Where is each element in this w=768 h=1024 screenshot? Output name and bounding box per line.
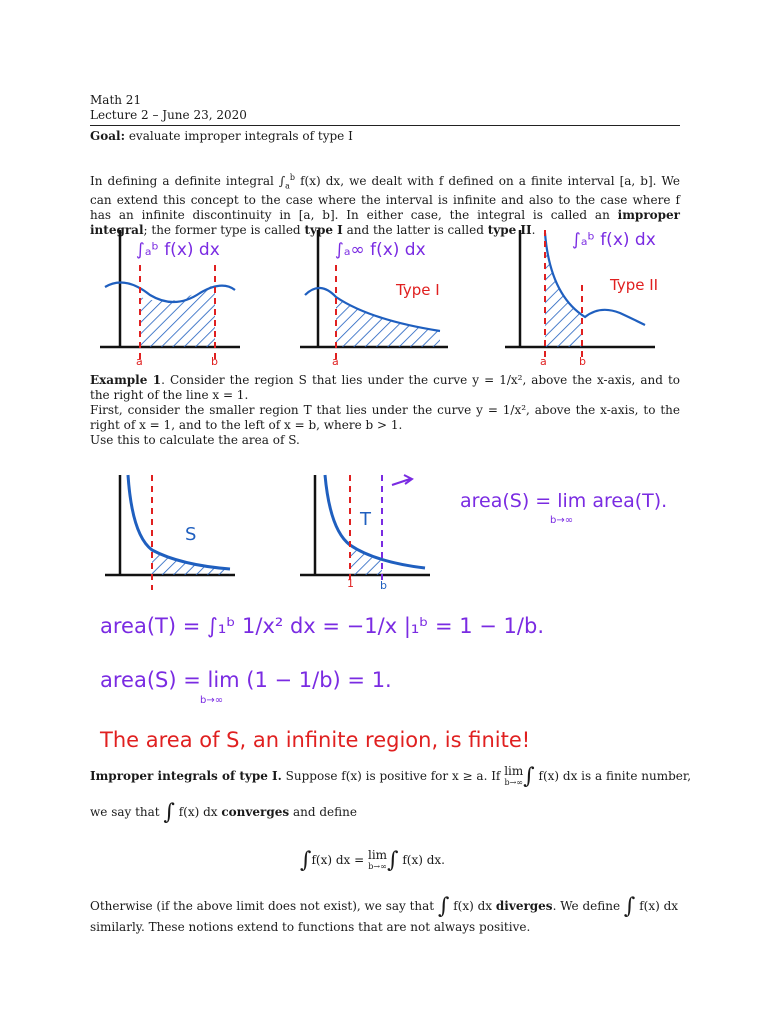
shaded-region bbox=[336, 297, 440, 347]
intro-text-1: In defining a definite integral ∫ bbox=[90, 174, 286, 188]
curve bbox=[128, 475, 230, 569]
shaded-region bbox=[545, 233, 582, 347]
integral-sign: ∫ bbox=[387, 848, 399, 873]
example-line-2: First, consider the smaller region T that lies under the curve y = 1/x², above the x-axis, to the right of x = 1, and to the left of x = b, where b > 1. bbox=[90, 403, 680, 432]
definition-equation bbox=[300, 848, 445, 873]
converges-word: converges bbox=[221, 805, 290, 819]
definition-line-3 bbox=[90, 894, 678, 919]
equation-left: f(x) dx = bbox=[311, 853, 368, 867]
label-a: a bbox=[136, 355, 143, 368]
limit-operator bbox=[368, 847, 388, 872]
integral-sign: ∫ bbox=[523, 764, 535, 789]
definition-text-7: f(x) dx bbox=[449, 899, 496, 913]
definition-text-10: similarly. These notions extend to functions that are not always positive. bbox=[90, 920, 531, 934]
intro-text-3: ; the former type is called bbox=[143, 223, 305, 238]
example-line-1: . Consider the region S that lies under the curve y = 1/x², above the x-axis, and to the right of the line x = 1. bbox=[90, 373, 680, 402]
label-a: a bbox=[332, 355, 339, 368]
integral-sign: ∫ bbox=[300, 848, 312, 873]
definition-line-2 bbox=[90, 800, 357, 825]
label-S: S bbox=[185, 524, 197, 545]
intro-text-2: f(x) dx, we dealt with f defined on a finite interval [a, b]. We can extend this concept to the case where the interval is infinite and also to the case where f has an infinite discontinuity in [a, b]. In either case, the integral is called an bbox=[90, 174, 681, 223]
lim-word: lim bbox=[368, 847, 388, 862]
example-label: Example 1 bbox=[90, 373, 162, 387]
label-b: b bbox=[211, 355, 218, 368]
integral-sign: ∫ bbox=[163, 800, 175, 825]
definition-text-4: f(x) dx bbox=[174, 805, 222, 819]
integral-label-ainf: ∫ₐ∞ f(x) dx bbox=[335, 240, 426, 260]
page-header bbox=[90, 93, 680, 123]
goal-text: evaluate improper integrals of type I bbox=[125, 129, 353, 143]
sketch-region-S bbox=[105, 475, 235, 590]
integral-sign: ∫ bbox=[437, 894, 450, 919]
area-S-computation: area(S) = lim (1 − 1/b) = 1. bbox=[100, 668, 392, 692]
lim-subscript: b→∞ bbox=[504, 777, 523, 787]
goal-label: Goal: bbox=[90, 129, 126, 143]
intro-bold-type2: type II bbox=[487, 223, 532, 238]
definition-line-4 bbox=[90, 920, 530, 934]
intro-text-5: . bbox=[531, 223, 536, 238]
course-name: Math 21 bbox=[90, 93, 142, 107]
example-line-3: Use this to calculate the area of S. bbox=[90, 433, 300, 447]
label-a: a bbox=[540, 355, 547, 368]
sketch-type-2 bbox=[505, 230, 658, 368]
definition-text-8: . We define bbox=[552, 899, 624, 913]
definition-heading: Improper integrals of type I. bbox=[90, 769, 282, 783]
definition-text-2: f(x) dx is a finite number, bbox=[534, 769, 692, 783]
definition-text-3: we say that bbox=[90, 805, 164, 819]
definition-text-6: Otherwise (if the above limit does not exist), we say that bbox=[90, 899, 438, 913]
area-limit-subscript: b→∞ bbox=[550, 515, 574, 526]
goal-line bbox=[90, 129, 353, 143]
lim-word: lim bbox=[504, 763, 524, 778]
intro-text-4: and the latter is called bbox=[342, 223, 488, 238]
sketches-row bbox=[0, 225, 768, 368]
area-T-computation: area(T) = ∫₁ᵇ 1/x² dx = −1/x |₁ᵇ = 1 − 1/b. bbox=[100, 614, 544, 638]
example-paragraph bbox=[90, 373, 680, 448]
sketch-region-T bbox=[300, 475, 430, 592]
curve bbox=[325, 475, 425, 568]
definition-text-9: f(x) dx bbox=[635, 899, 679, 913]
intro-paragraph: In defining a definite integral $\int_a^b$ f(x) dx, we dealt with f defined on a finite interval [a, b]. We can extend this concept to the case where the interval is infinite and also to the case where f has an infinite discontinuity in [a, b]. In either case, the integral is called an improper integral; the former type is called type I and the latter is called type II. bbox=[90, 173, 681, 238]
lim-subscript: b→∞ bbox=[368, 861, 387, 871]
integral-label-ab: ∫ₐᵇ f(x) dx bbox=[136, 240, 220, 260]
equation-right: f(x) dx. bbox=[398, 853, 445, 867]
sketch-definite-integral bbox=[100, 230, 240, 368]
label-1: 1 bbox=[347, 577, 354, 590]
example-sketches bbox=[0, 465, 768, 765]
header-rule bbox=[90, 125, 680, 126]
limit-operator bbox=[504, 763, 524, 788]
finite-area-remark: The area of S, an infinite region, is finite! bbox=[100, 728, 531, 752]
area-S-subscript: b→∞ bbox=[200, 695, 224, 706]
integral-label-ab: ∫ₐᵇ f(x) dx bbox=[572, 230, 656, 250]
diverges-word: diverges bbox=[495, 899, 553, 913]
definition-text-1: Suppose f(x) is positive for x ≥ a. If bbox=[281, 769, 505, 783]
intro-bold-improper: improper integral bbox=[90, 208, 680, 238]
arrow-right-icon bbox=[392, 475, 412, 485]
lecture-date: Lecture 2 – June 23, 2020 bbox=[90, 108, 247, 122]
sketch-type-1 bbox=[300, 230, 448, 368]
type-1-label: Type I bbox=[396, 281, 440, 299]
definition-line-1 bbox=[90, 764, 691, 789]
label-b: b bbox=[579, 355, 586, 368]
area-limit-relation: area(S) = lim area(T). bbox=[460, 490, 668, 512]
integral-sign: ∫ bbox=[623, 894, 636, 919]
definition-text-5: and define bbox=[289, 805, 357, 819]
type-2-label: Type II bbox=[610, 276, 659, 294]
label-b: b bbox=[380, 579, 387, 592]
intro-bold-type1: type I bbox=[304, 223, 343, 238]
label-T: T bbox=[360, 509, 371, 530]
